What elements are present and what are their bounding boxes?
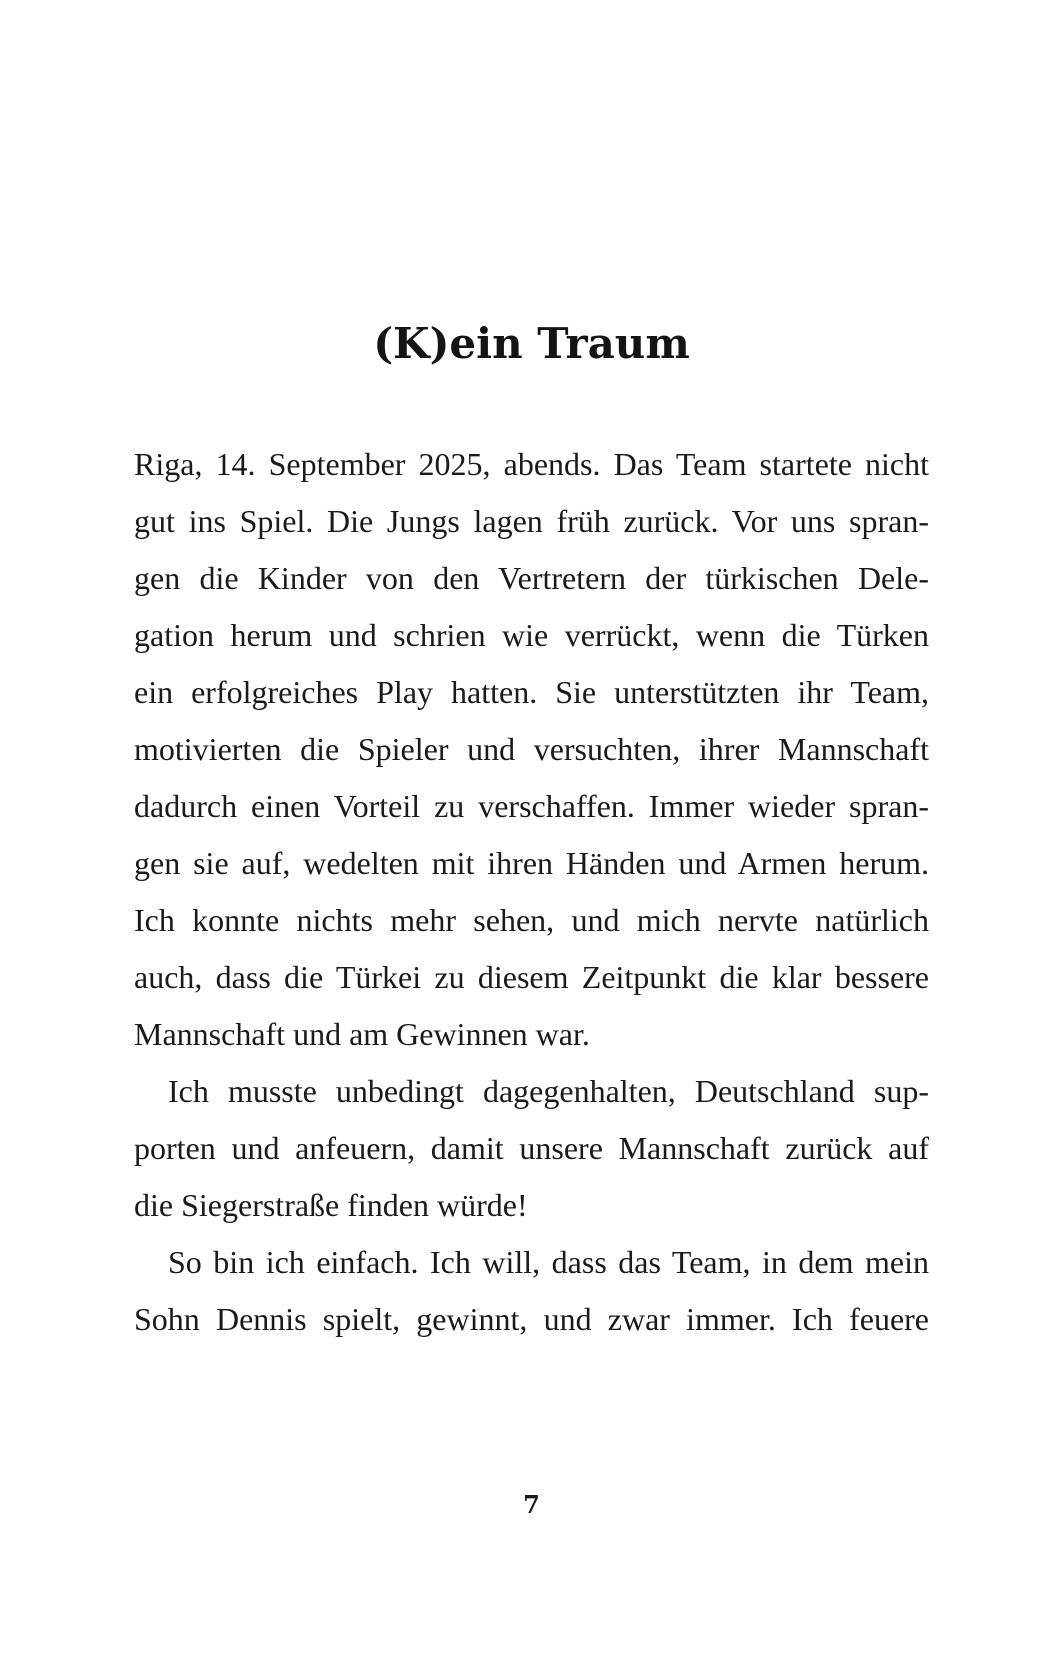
text-line: So bin ich einfach. Ich will, dass das Team, in dem mein	[168, 1244, 929, 1280]
body-text	[134, 436, 929, 1348]
text-line: gut ins Spiel. Die Jungs lagen früh zurück. Vor uns spran-	[134, 503, 929, 539]
chapter-title: (K)ein Traum	[373, 319, 690, 368]
text-line: gation herum und schrien wie verrückt, wenn die Türken	[134, 617, 929, 653]
text-line: auch, dass die Türkei zu diesem Zeitpunkt die klar bessere	[134, 959, 929, 995]
text-line: gen die Kinder von den Vertretern der türkischen Dele-	[134, 560, 929, 596]
text-line: porten und anfeuern, damit unsere Mannschaft zurück auf	[134, 1130, 929, 1166]
text-line: dadurch einen Vorteil zu verschaffen. Immer wieder spran-	[134, 788, 929, 824]
text-line: gen sie auf, wedelten mit ihren Händen und Armen herum.	[134, 845, 929, 881]
text-line: Mannschaft und am Gewinnen war.	[134, 1016, 590, 1052]
text-line: ein erfolgreiches Play hatten. Sie unterstützten ihr Team,	[134, 674, 929, 710]
text-line: motivierten die Spieler und versuchten, ihrer Mannschaft	[134, 731, 929, 767]
text-line: Sohn Dennis spielt, gewinnt, und zwar immer. Ich feuere	[134, 1301, 929, 1337]
text-line: Riga, 14. September 2025, abends. Das Team startete nicht	[134, 446, 929, 482]
page-number: 7	[523, 1490, 540, 1519]
text-line: Ich musste unbedingt dagegenhalten, Deutschland sup-	[168, 1073, 929, 1109]
text-line: Ich konnte nichts mehr sehen, und mich nervte natürlich	[134, 902, 929, 938]
text-line: die Siegerstraße finden würde!	[134, 1187, 528, 1223]
